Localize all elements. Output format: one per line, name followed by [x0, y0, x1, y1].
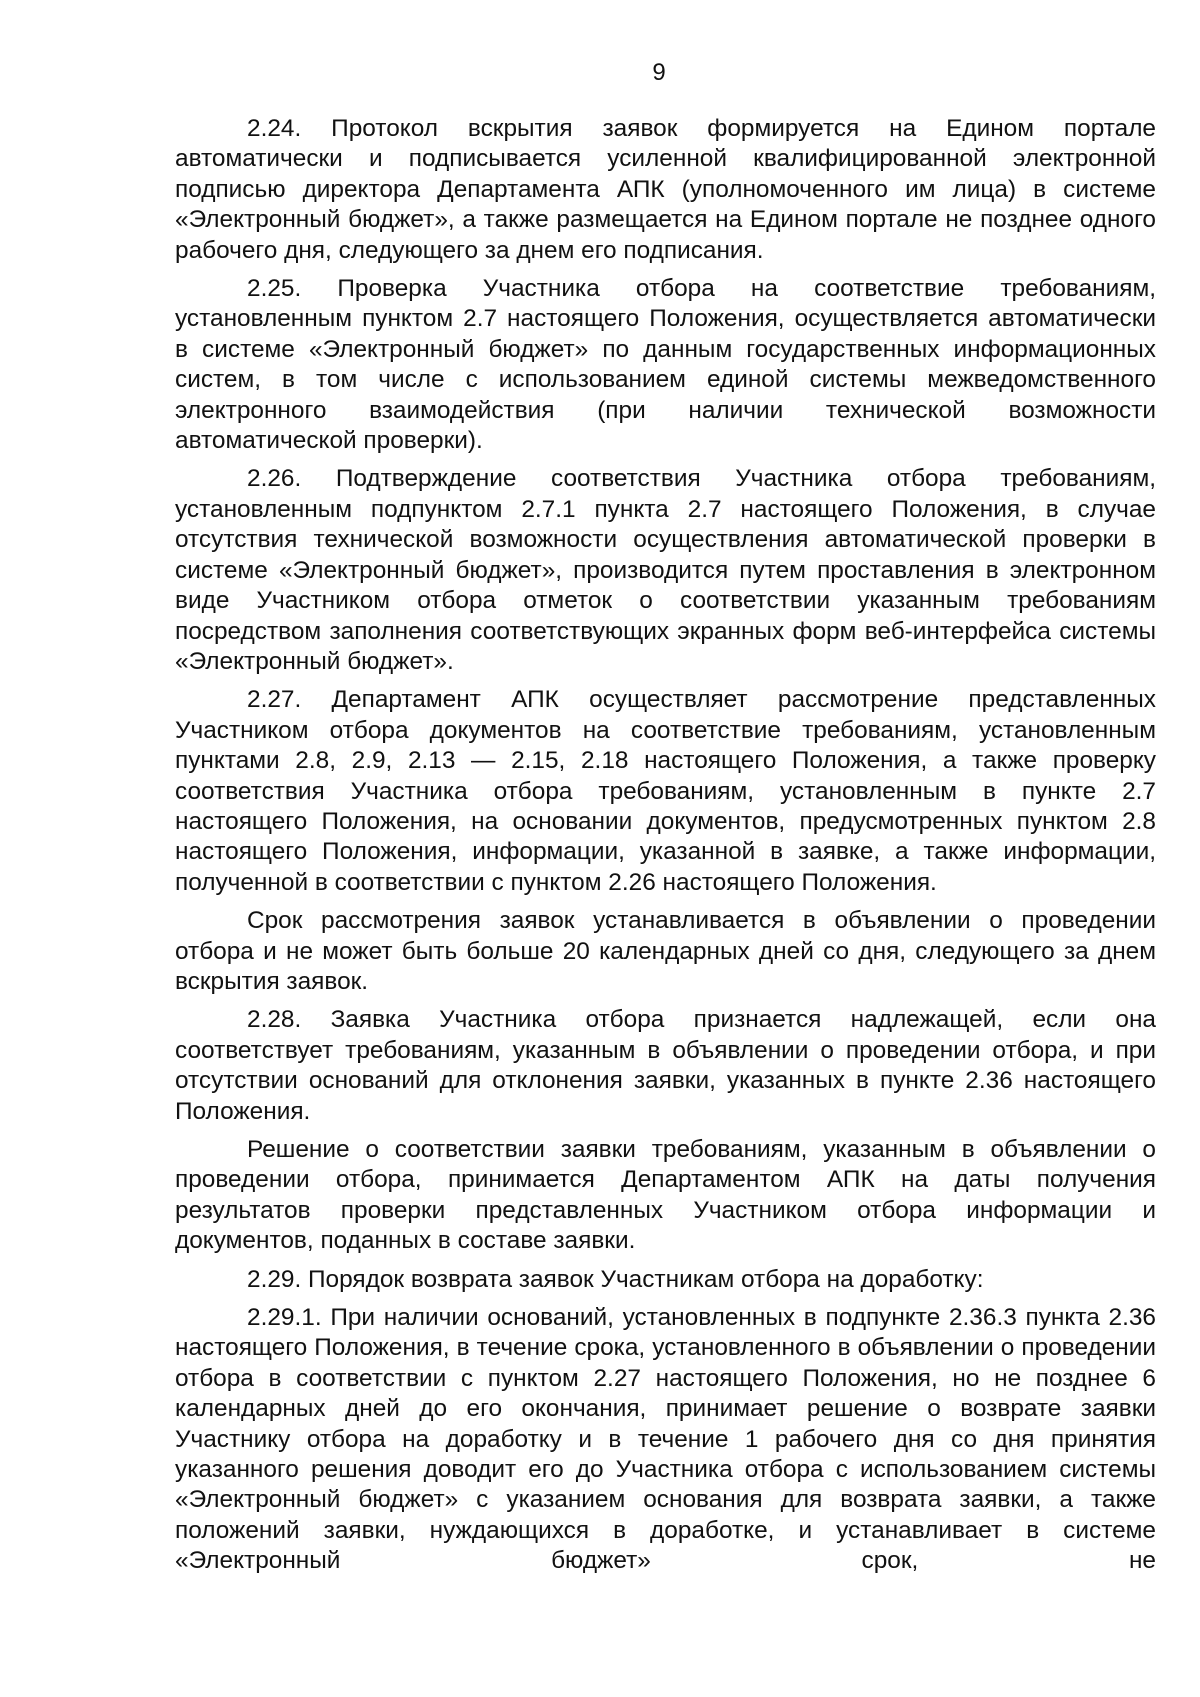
- paragraph-2-28: 2.28. Заявка Участника отбора признается надлежащей, если она соответствует требованиям, указанным в объявлении о проведении отбора, и при отсутствии оснований для отклонения заявки, указанных в пункте 2.36 настоящего Положения.: [175, 1006, 1156, 1125]
- paragraph-compliance-decision: Решение о соответствии заявки требованиям, указанным в объявлении о проведении отбора, принимается Департаментом АПК на даты получения результатов проверки представленных Участником отбора информации и документов, поданных в составе заявки.: [175, 1136, 1156, 1255]
- paragraph-2-29: 2.29. Порядок возврата заявок Участникам отбора на доработку:: [247, 1265, 984, 1293]
- paragraph-2-29-1: 2.29.1. При наличии оснований, установленных в подпункте 2.36.3 пункта 2.36 настоящего Положения, в течение срока, установленного в объявлении о проведении отбора в соответствии с пунктом 2.27 настоящего Положения, но не позднее 6 календарных дней до его окончания, принимает решение о возврате заявки Участнику отбора на доработку и в течение 1 рабочего дня со дня принятия указанного решения доводит его до Участника отбора с использованием системы «Электронный бюджет» с указанием основания для возврата заявки, а также положений заявки, нуждающихся в доработке, и устанавливает в системе «Электронный бюджет» срок, не: [175, 1304, 1156, 1575]
- paragraph-2-27: 2.27. Департамент АПК осуществляет рассмотрение представленных Участником отбора документов на соответствие требованиям, установленным пунктами 2.8, 2.9, 2.13 — 2.15, 2.18 настоящего Положения, а также проверку соответствия Участника отбора требованиям, установленным в пункте 2.7 настоящего Положения, на основании документов, предусмотренных пунктом 2.8 настоящего Положения, информации, указанной в заявке, а также информации, полученной в соответствии с пунктом 2.26 настоящего Положения.: [175, 686, 1156, 896]
- page-number: 9: [652, 59, 666, 86]
- paragraph-2-26: 2.26. Подтверждение соответствия Участника отбора требованиям, установленным подпунктом 2.7.1 пункта 2.7 настоящего Положения, в случае отсутствия технической возможности осуществления автоматической проверки в системе «Электронный бюджет», производится путем проставления в электронном виде Участником отбора отметок о соответствии указанным требованиям посредством заполнения соответствующих экранных форм веб-интерфейса системы «Электронный бюджет».: [175, 465, 1156, 675]
- paragraph-review-term: Срок рассмотрения заявок устанавливается в объявлении о проведении отбора и не может быть больше 20 календарных дней со дня, следующего за днем вскрытия заявок.: [175, 907, 1156, 995]
- paragraph-2-25: 2.25. Проверка Участника отбора на соответствие требованиям, установленным пунктом 2.7 настоящего Положения, осуществляется автоматически в системе «Электронный бюджет» по данным государственных информационных систем, в том числе с использованием единой системы межведомственного электронного взаимодействия (при наличии технической возможности автоматической проверки).: [175, 275, 1156, 455]
- document-body: [175, 114, 1156, 1577]
- paragraph-2-24: 2.24. Протокол вскрытия заявок формируется на Едином портале автоматически и подписывается усиленной квалифицированной электронной подписью директора Департамента АПК (уполномоченного им лица) в системе «Электронный бюджет», а также размещается на Едином портале не позднее одного рабочего дня, следующего за днем его подписания.: [175, 115, 1156, 264]
